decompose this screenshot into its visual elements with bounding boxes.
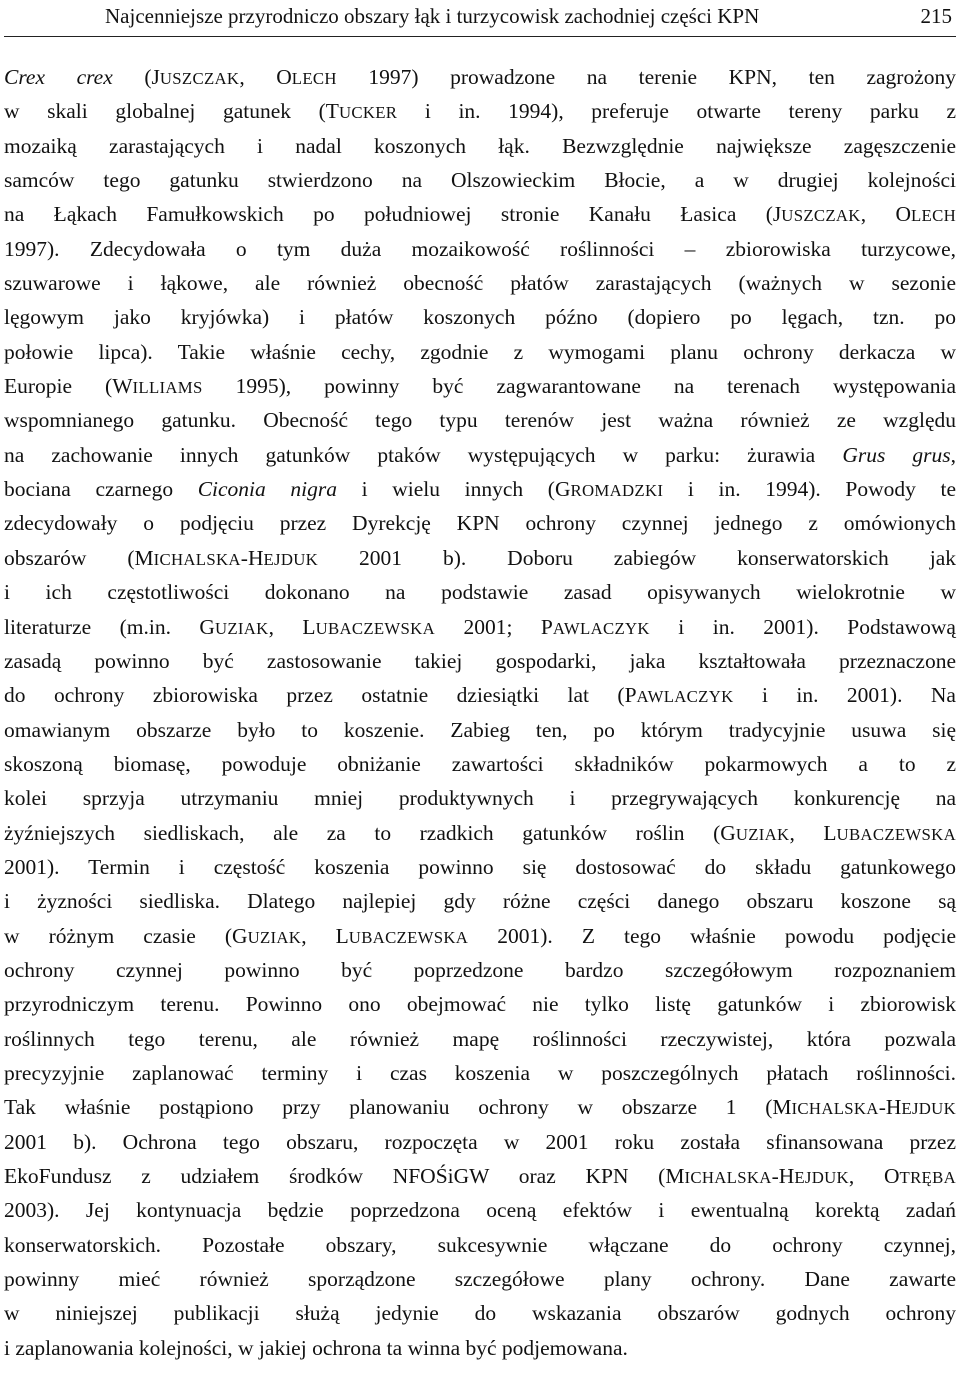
author-name: AWLACZYK — [552, 618, 650, 638]
text-line — [4, 850, 956, 884]
text-run: , L — [268, 614, 316, 639]
text-line — [4, 816, 956, 850]
italic-term: Ciconia nigra — [197, 477, 338, 502]
text-run: w różnym czasie (G — [4, 923, 248, 948]
text-line — [4, 60, 956, 94]
text-run: 2001 b). Ochrona tego obszaru, rozpoczęta w 2001 roku została sfinansowana przez — [4, 1129, 956, 1154]
text-run: 2001). Termin i częstość koszenia powinno się dostosować do składu gatunkowego — [4, 854, 956, 879]
text-run: obszarów (M — [4, 545, 154, 570]
text-run: , L — [789, 820, 837, 845]
author-name: ICHALSKA — [153, 549, 241, 569]
text-line — [4, 781, 956, 815]
text-run: i in. 1994), preferuje otwarte tereny parku z — [397, 99, 956, 124]
text-run: i ich częstotliwości dokonano na podstawie zasad opisywanych wielokrotnie w — [4, 580, 956, 605]
text-line — [4, 1193, 956, 1227]
text-run: bociana czarnego — [4, 477, 198, 502]
text-run: kolei sprzyja utrzymaniu mniej produktywnych i przegrywających konkurencję na — [4, 786, 956, 811]
author-name: ICHALSKA — [791, 1099, 879, 1119]
text-run: w skali globalnej gatunek (T — [4, 99, 339, 124]
text-run: , O — [239, 65, 292, 89]
italic-term: Grus grus — [842, 442, 951, 467]
text-line — [4, 129, 956, 163]
text-line — [4, 1228, 956, 1262]
text-line — [4, 232, 956, 266]
text-line — [4, 610, 956, 644]
text-run: 2001 b). Doboru zabiegów konserwatorskich jak — [318, 545, 956, 570]
text-line — [4, 1022, 956, 1056]
text-line — [4, 1331, 956, 1365]
text-line — [4, 506, 956, 540]
text-run: Europie (W — [4, 374, 133, 399]
text-line — [4, 884, 956, 918]
author-name: AWLACZYK — [636, 687, 734, 707]
text-run: , O — [848, 1164, 900, 1188]
text-run: EkoFundusz z udziałem środków NFOŚiGW oraz KPN (M — [4, 1164, 685, 1188]
text-line — [4, 438, 956, 472]
author-name: UZIAK — [735, 824, 790, 844]
text-run: -H — [878, 1095, 902, 1120]
text-run: szuwarowe i łąkowe, ale również obecność płatów zarastających (ważnych w sezonie — [4, 271, 956, 296]
text-line — [4, 575, 956, 609]
author-name: TRĘBA — [899, 1168, 956, 1187]
author-name: LECH — [911, 206, 956, 226]
text-run: wspomnianego gatunku. Obecność tego typu terenów jest ważna również ze względu — [4, 408, 956, 433]
author-name: UZIAK — [247, 927, 302, 947]
text-line — [4, 472, 956, 506]
text-run: konserwatorskich. Pozostałe obszary, sukcesywnie włączane do ochrony czynnej, — [4, 1232, 956, 1257]
text-line — [4, 541, 956, 575]
text-run: zdecydowały o podjęciu przez Dyrekcję KPN ochrony czynnej jednego z omówionych — [4, 511, 956, 536]
text-run: lęgowym jako kryjówka) i płatów koszonych późno (dopiero po lęgach, tzn. po — [4, 305, 956, 330]
page-number: 215 — [920, 4, 952, 28]
author-name: EJDUK — [794, 1168, 849, 1187]
text-run: 1997). Zdecydowała o tym duża mozaikowość roślinności – zbiorowiska turzycowe, — [4, 236, 956, 261]
text-run: i in. 2001). Podstawową — [649, 614, 956, 639]
text-line — [4, 1125, 956, 1159]
text-run: , L — [301, 923, 349, 948]
text-run: 2001). Z tego właśnie powodu podjęcie — [468, 923, 956, 948]
text-run: samców tego gatunku stwierdzono na Olszowieckim Błocie, a w drugiej kolejności — [4, 168, 956, 193]
author-name: UCKER — [338, 103, 398, 123]
text-run: do ochrony zbiorowiska przez ostatnie dziesiątki lat (P — [4, 683, 637, 708]
header-rule — [4, 36, 956, 37]
text-run: omawianym obszarze było to koszenie. Zabieg ten, po którym tradycyjnie usuwa się — [4, 717, 956, 742]
text-run: 2003). Jej kontynuacja będzie poprzedzona oceną efektów i ewentualną korektą zadań — [4, 1198, 956, 1223]
text-line — [4, 644, 956, 678]
author-name: USZCZAK — [781, 206, 861, 226]
text-line — [4, 953, 956, 987]
text-run: w niniejszej publikacji służą jedynie do wskazania obszarów godnych ochrony — [4, 1301, 956, 1326]
text-run: 1997) prowadzone na terenie KPN, ten zagrożony — [336, 65, 956, 89]
text-run: (J — [112, 65, 160, 89]
text-run: skoszoną biomasę, powoduje obniżanie zawartości składników pokarmowych a to z — [4, 751, 956, 776]
text-line — [4, 266, 956, 300]
text-run: roślinnych tego terenu, ale również mapę roślinności rzeczywistej, która pozwala — [4, 1026, 956, 1051]
text-run: połowie lipca). Takie właśnie cechy, zgodnie z wymogami planu ochrony derkacza w — [4, 339, 956, 364]
text-line — [4, 1262, 956, 1296]
text-run: żyźniejszych siedliskach, ale za to rzadkich gatunków roślin (G — [4, 820, 736, 845]
text-run: ochrony czynnej powinno być poprzedzone bardzo szczegółowym rozpoznaniem — [4, 957, 956, 982]
text-run: i in. 2001). Na — [733, 683, 956, 708]
text-line — [4, 94, 956, 128]
text-run: Tak właśnie postąpiono przy planowaniu ochrony w obszarze 1 (M — [4, 1095, 792, 1120]
running-header-title: Najcenniejsze przyrodniczo obszary łąk i turzycowisk zachodniej części KPN — [105, 4, 760, 28]
text-run: na zachowanie innych gatunków ptaków występujących w parku: żurawia — [4, 442, 843, 467]
italic-term: Crex crex — [4, 65, 113, 89]
text-run: , O — [860, 202, 912, 227]
running-header — [8, 2, 952, 30]
author-name: ILLIAMS — [132, 378, 203, 398]
author-name: EJDUK — [263, 549, 319, 569]
author-name: LECH — [291, 69, 337, 88]
text-line — [4, 197, 956, 231]
text-line — [4, 919, 956, 953]
author-name: ICHALSKA — [684, 1168, 772, 1187]
text-line — [4, 300, 956, 334]
text-line — [4, 1056, 956, 1090]
text-run: precyzyjnie zaplanować terminy i czas koszenia w poszczególnych płatach roślinności. — [4, 1060, 956, 1085]
text-line — [4, 987, 956, 1021]
body-paragraph — [4, 60, 956, 1365]
text-line — [4, 678, 956, 712]
text-run: i in. 1994). Powody te — [663, 477, 956, 502]
text-line — [4, 1296, 956, 1330]
author-name: EJDUK — [901, 1099, 956, 1119]
text-line — [4, 713, 956, 747]
text-line — [4, 1090, 956, 1124]
text-run: przyrodniczym terenu. Powinno ono obejmować nie tylko listę gatunków i zbiorowisk — [4, 992, 956, 1017]
text-run: powinny mieć również sporządzone szczegółowe plany ochrony. Dane zawarte — [4, 1267, 956, 1292]
text-run: -H — [771, 1164, 795, 1188]
text-run: , — [950, 442, 957, 467]
text-run: 1995), powinny być zagwarantowane na terenach występowania — [202, 374, 956, 399]
text-line — [4, 335, 956, 369]
text-run: i wielu innych (G — [337, 477, 571, 502]
author-name: UZIAK — [214, 618, 269, 638]
text-line — [4, 163, 956, 197]
author-name: ROMADZKI — [570, 481, 664, 501]
text-run: mozaiką zarastających i nadal koszonych łąk. Bezwzględnie największe zagęszczenie — [4, 133, 956, 158]
author-name: UBACZEWSKA — [348, 927, 469, 947]
text-line — [4, 403, 956, 437]
author-name: UBACZEWSKA — [836, 824, 956, 844]
text-run: na Łąkach Famułkowskich po południowej stronie Kanału Łasica (J — [4, 202, 782, 227]
text-run: zasadą powinno być zastosowanie takiej gospodarki, jaka kształtowała przeznaczone — [4, 648, 956, 673]
text-line — [4, 747, 956, 781]
text-line — [4, 369, 956, 403]
author-name: USZCZAK — [159, 69, 240, 88]
text-line — [4, 1159, 956, 1193]
text-run: i żyzności siedliska. Dlatego najlepiej gdy różne części danego obszaru koszone są — [4, 889, 956, 914]
text-run: -H — [240, 545, 264, 570]
author-name: UBACZEWSKA — [315, 618, 435, 638]
text-run: i zaplanowania kolejności, w jakiej ochrona ta winna być podjemowana. — [4, 1335, 628, 1360]
text-run: 2001; P — [435, 614, 553, 639]
text-run: literaturze (m.in. G — [4, 614, 215, 639]
